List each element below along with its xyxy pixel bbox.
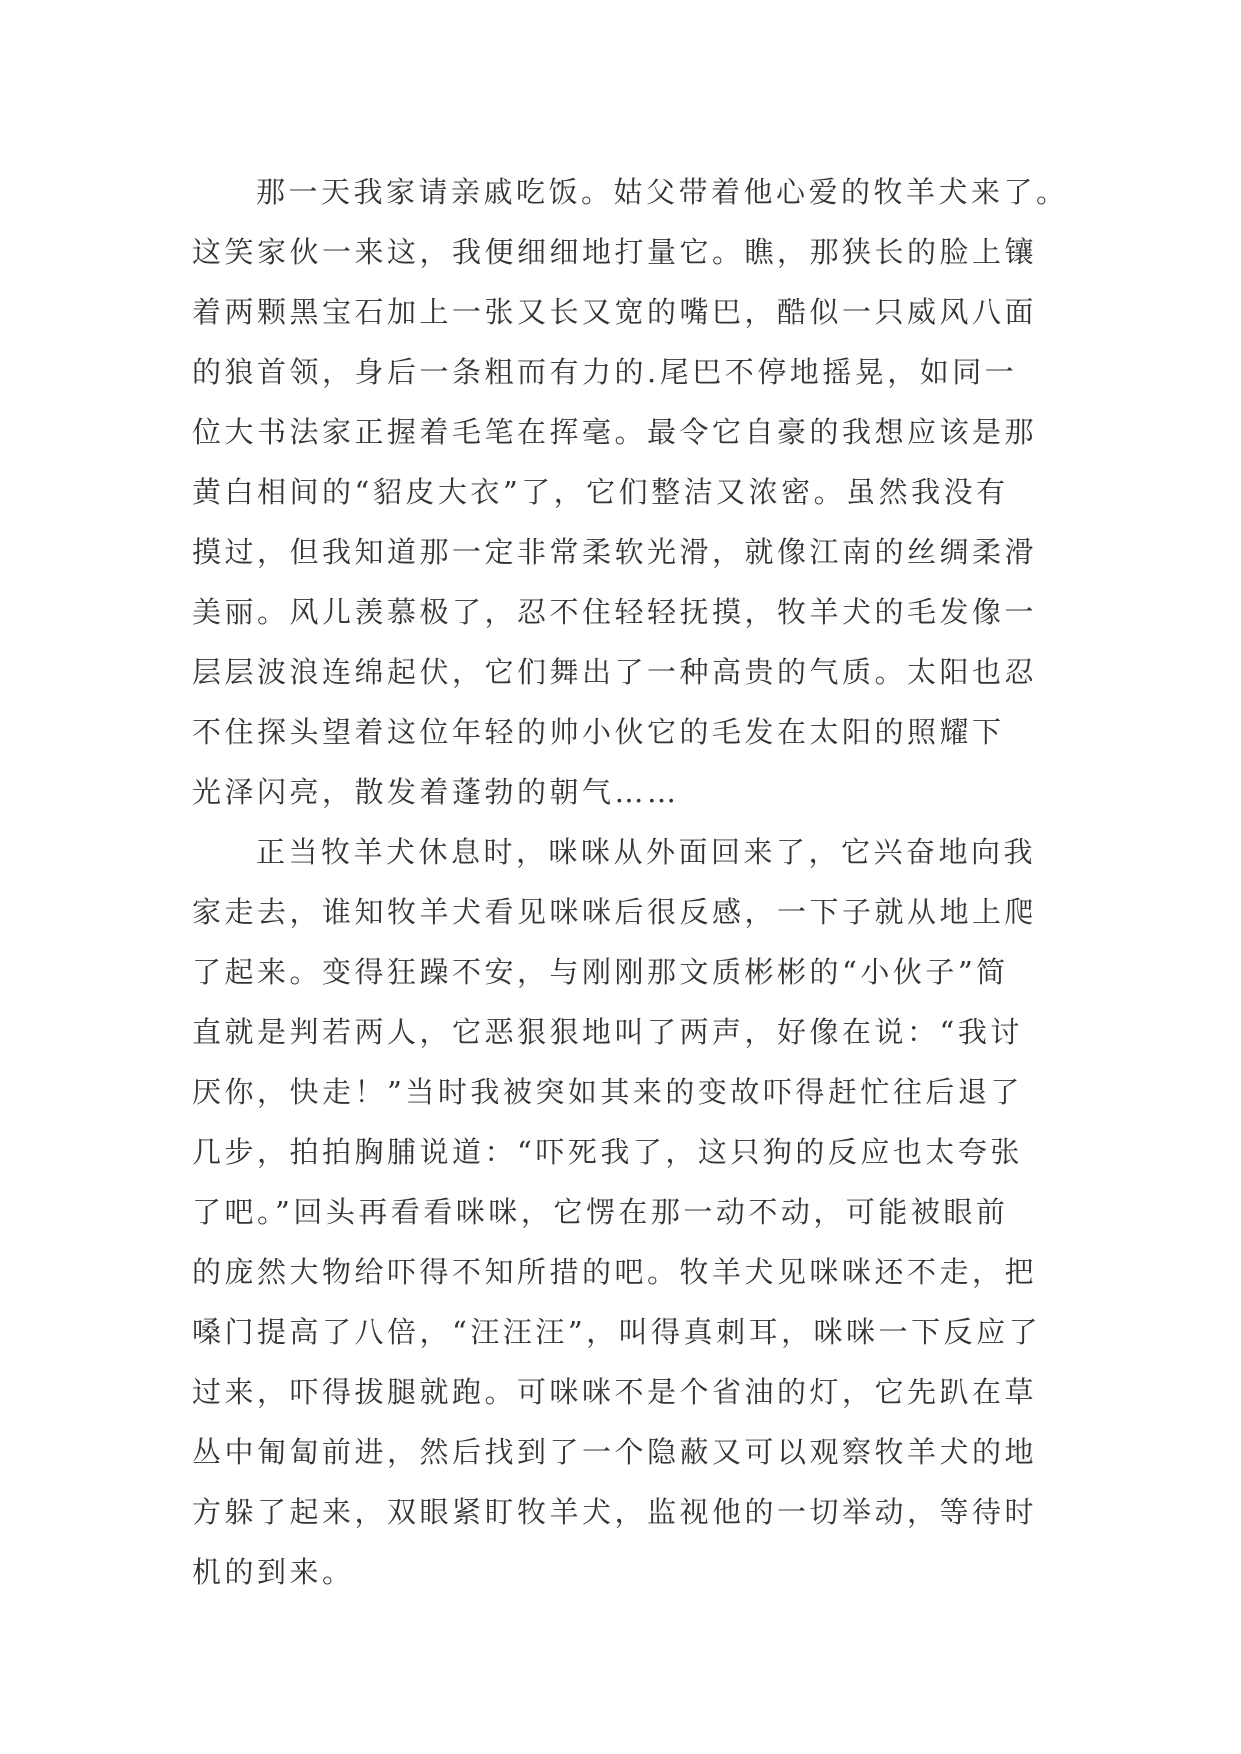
text-line: 家走去，谁知牧羊犬看见咪咪后很反感，一下子就从地上爬	[192, 895, 1038, 929]
body-text	[192, 162, 1072, 1602]
text-line: 位大书法家正握着毛笔在挥毫。最令它自豪的我想应该是那	[192, 415, 1038, 449]
text-line: 的狼首领，身后一条粗而有力的.尾巴不停地摇晃，如同一	[192, 355, 1018, 389]
text-line: 了吧。”回头再看看咪咪，它愣在那一动不动，可能被眼前	[192, 1195, 1009, 1229]
text-line: 美丽。风儿羡慕极了，忍不住轻轻抚摸，牧羊犬的毛发像一	[192, 595, 1038, 629]
text-line: 不住探头望着这位年轻的帅小伙它的毛发在太阳的照耀下	[192, 715, 1005, 749]
paragraph-1	[192, 162, 1072, 822]
paragraph-2	[192, 822, 1072, 1602]
text-line: 几步，拍拍胸脯说道：“吓死我了，这只狗的反应也太夸张	[192, 1135, 1023, 1169]
text-line: 这笑家伙一来这，我便细细地打量它。瞧，那狭长的脸上镶	[192, 235, 1038, 269]
text-line: 过来，吓得拔腿就跑。可咪咪不是个省油的灯，它先趴在草	[192, 1375, 1038, 1409]
text-line: 摸过，但我知道那一定非常柔软光滑，就像江南的丝绸柔滑	[192, 535, 1038, 569]
text-line: 着两颗黑宝石加上一张又长又宽的嘴巴，酷似一只威风八面	[192, 295, 1038, 329]
text-line: 层层波浪连绵起伏，它们舞出了一种高贵的气质。太阳也忍	[192, 655, 1038, 689]
text-line: 丛中匍匐前进，然后找到了一个隐蔽又可以观察牧羊犬的地	[192, 1435, 1038, 1469]
text-line: 厌你，快走！”当时我被突如其来的变故吓得赶忙往后退了	[192, 1075, 1023, 1109]
text-line: 了起来。变得狂躁不安，与刚刚那文质彬彬的“小伙子”简	[192, 955, 1009, 989]
text-line: 机的到来。	[192, 1555, 355, 1589]
text-line: 那一天我家请亲戚吃饭。姑父带着他心爱的牧羊犬来了。	[256, 175, 1069, 209]
text-line: 方躲了起来，双眼紧盯牧羊犬，监视他的一切举动，等待时	[192, 1495, 1038, 1529]
text-line: 的庞然大物给吓得不知所措的吧。牧羊犬见咪咪还不走，把	[192, 1255, 1038, 1289]
text-line: 直就是判若两人，它恶狠狠地叫了两声，好像在说：“我讨	[192, 1015, 1023, 1049]
text-line: 黄白相间的“貂皮大衣”了，它们整洁又浓密。虽然我没有	[192, 475, 1009, 509]
text-line: 光泽闪亮，散发着蓬勃的朝气……	[192, 775, 680, 809]
text-line: 正当牧羊犬休息时，咪咪从外面回来了，它兴奋地向我	[256, 835, 1037, 869]
text-line: 嗓门提高了八倍，“汪汪汪”，叫得真刺耳，咪咪一下反应了	[192, 1315, 1042, 1349]
